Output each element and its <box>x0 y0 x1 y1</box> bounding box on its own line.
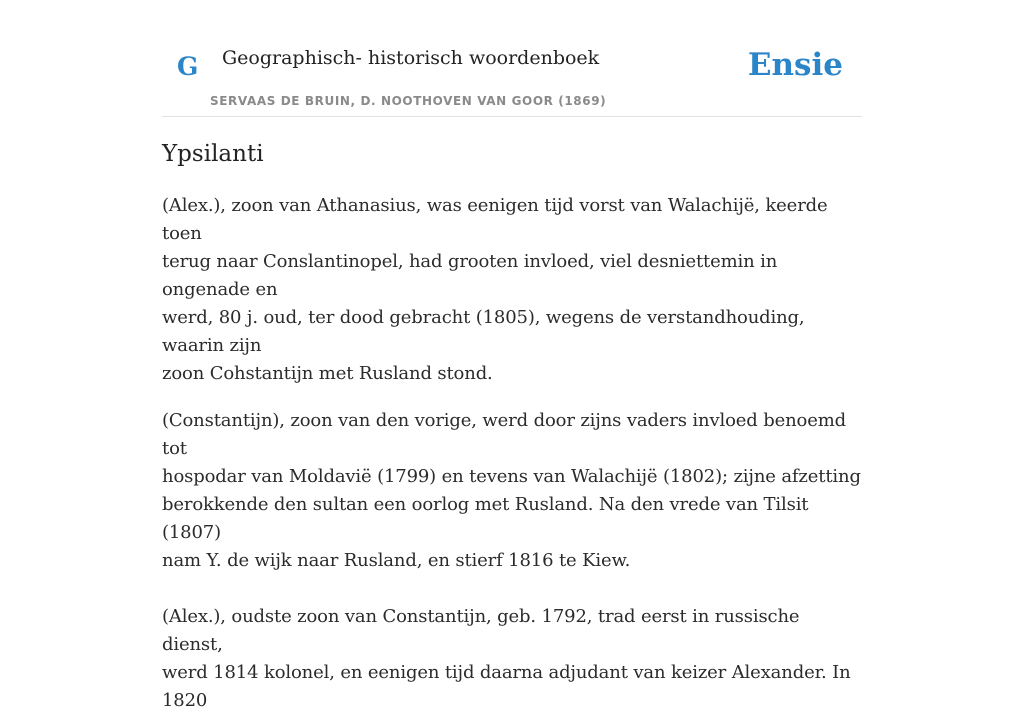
paragraph-line: zoon Cohstantijn met Rusland stond. <box>162 363 493 384</box>
brand-logo[interactable]: Ensie <box>747 47 843 83</box>
entry-paragraph <box>162 407 862 575</box>
paragraph-line: werd, 80 j. oud, ter dood gebracht (1805), wegens de verstandhouding, waarin zijn <box>162 307 805 356</box>
book-logo[interactable]: G <box>177 52 199 81</box>
entry-title: Ypsilanti <box>162 141 264 167</box>
page <box>162 0 862 711</box>
site-header <box>162 0 862 117</box>
paragraph-line: nam Y. de wijk naar Rusland, en stierf 1816 te Kiew. <box>162 550 631 571</box>
paragraph-line: werd 1814 kolonel, en eenigen tijd daarna adjudant van keizer Alexander. In 1820 <box>162 662 851 711</box>
book-authors: SERVAAS DE BRUIN, D. NOOTHOVEN VAN GOOR (1869) <box>210 94 607 108</box>
paragraph-line: hospodar van Moldavië (1799) en tevens van Walachijë (1802); zijne afzetting <box>162 466 861 487</box>
paragraph-line: berokkende den sultan een oorlog met Rusland. Na den vrede van Tilsit (1807) <box>162 494 809 543</box>
paragraph-line: (Alex.), oudste zoon van Constantijn, geb. 1792, trad eerst in russische dienst, <box>162 606 800 655</box>
entry-paragraph <box>162 603 862 715</box>
entry-paragraph <box>162 192 862 388</box>
paragraph-line: (Constantijn), zoon van den vorige, werd door zijns vaders invloed benoemd tot <box>162 410 847 459</box>
entry-content <box>162 192 862 715</box>
book-title[interactable]: Geographisch- historisch woordenboek <box>222 47 600 69</box>
paragraph-line: terug naar Conslantinopel, had grooten invloed, viel desniettemin in ongenade en <box>162 251 778 300</box>
paragraph-line: (Alex.), zoon van Athanasius, was eenigen tijd vorst van Walachijë, keerde toen <box>162 195 828 244</box>
